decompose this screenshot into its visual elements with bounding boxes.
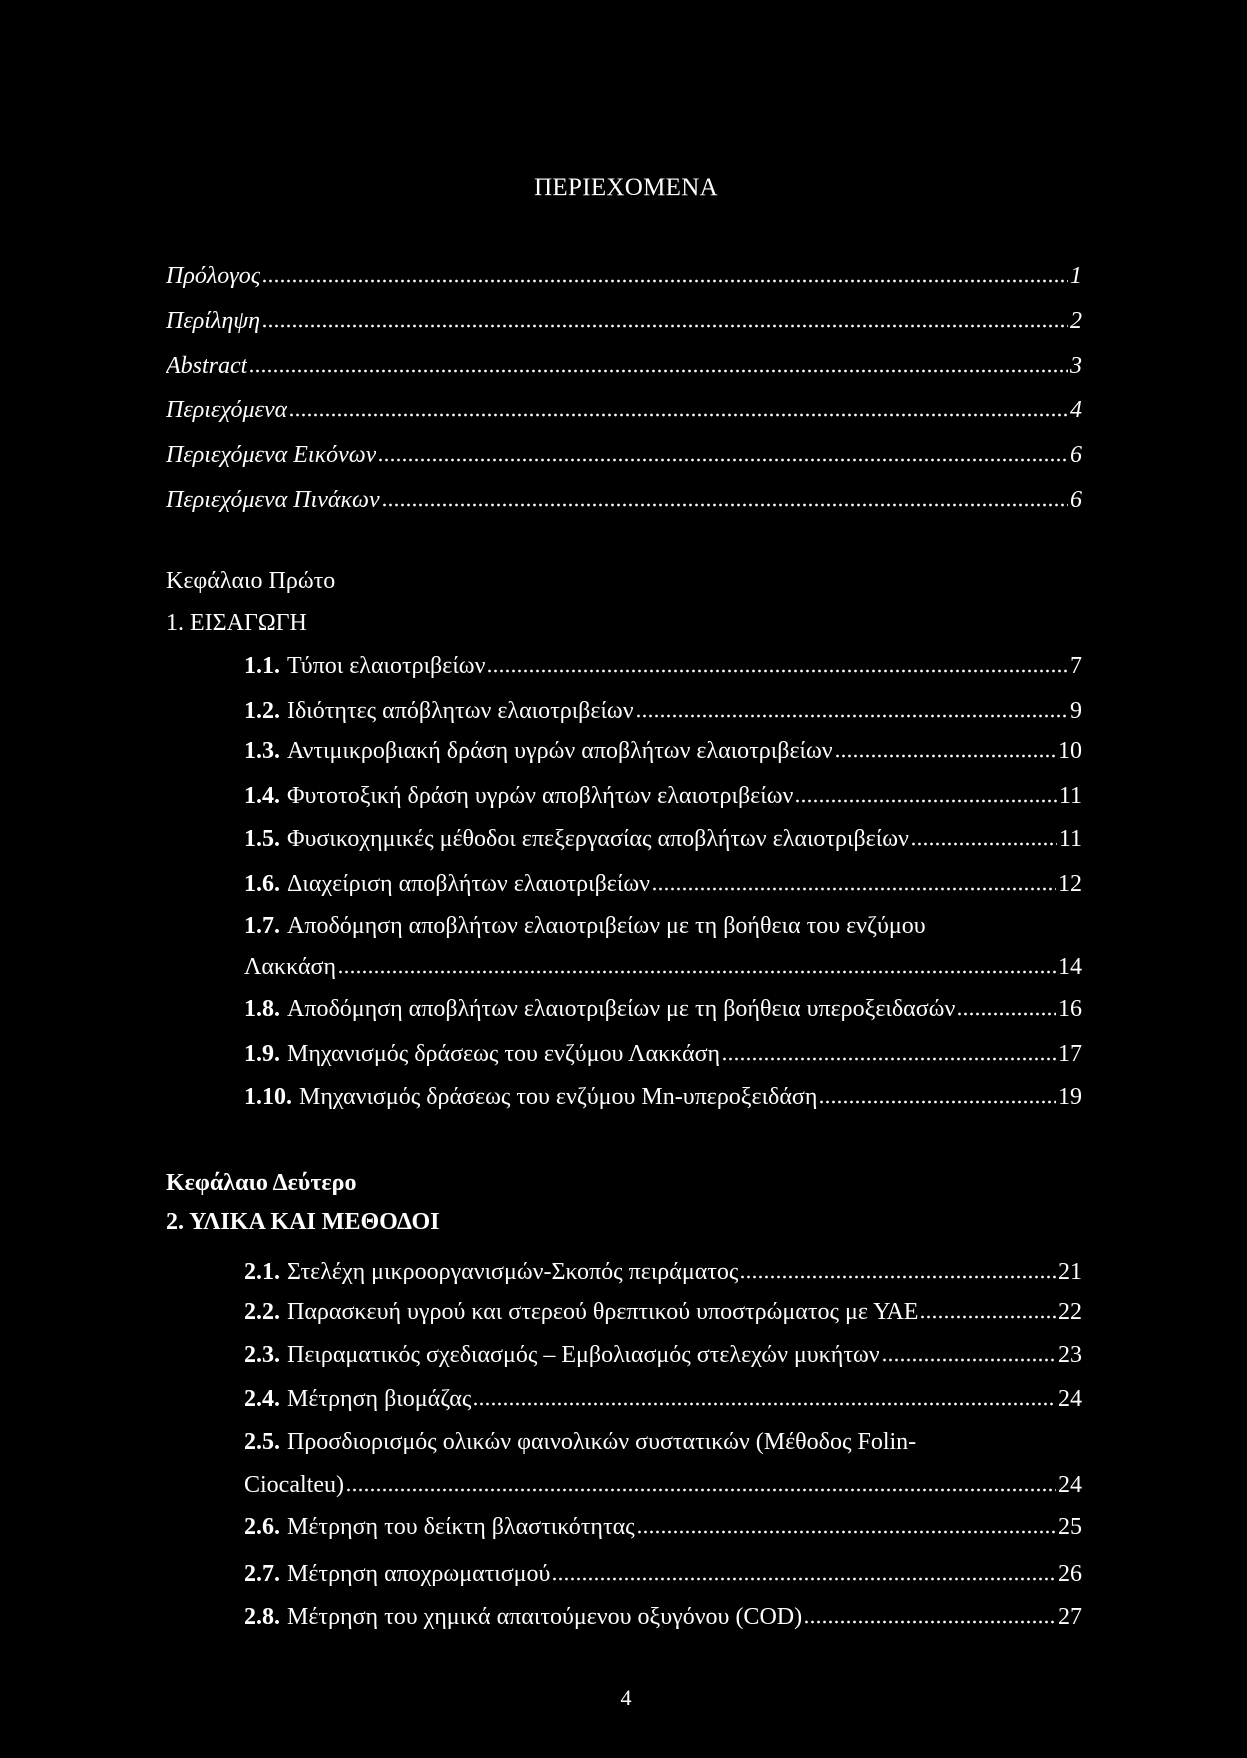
page-ref: 11 [1058, 826, 1082, 852]
dot-leader [638, 1530, 1056, 1534]
toc-entry [244, 1257, 1082, 1287]
dot-leader [723, 1057, 1056, 1061]
entry-label: Μέτρηση του χημικά απαιτούμενου οξυγόνου (COD) [287, 1604, 803, 1630]
dot-leader [805, 1620, 1056, 1624]
toc-entry [244, 651, 1082, 681]
page-number: 4 [620, 1685, 632, 1710]
toc-entry [244, 824, 1082, 854]
dot-leader [653, 887, 1056, 891]
entry-label: Διαχείριση αποβλήτων ελαιοτριβείων [287, 871, 650, 897]
page-ref: 6 [1070, 487, 1082, 513]
toc-entry [244, 1427, 1082, 1457]
entry-label: Φυσικοχημικές μέθοδοι επεξεργασίας αποβλήτων ελαιοτριβείων [287, 826, 909, 852]
dot-leader [553, 1577, 1056, 1581]
dot-leader [883, 1358, 1056, 1362]
entry-label: Μέτρηση αποχρωματισμού [287, 1561, 551, 1587]
entry-label: Φυτοτοξική δράση υγρών αποβλήτων ελαιοτριβείων [287, 783, 794, 809]
entry-label: Περιεχόμενα Εικόνων [166, 442, 377, 468]
entry-number: 1.7. [244, 913, 280, 939]
entry-number: 2.3. [244, 1342, 280, 1368]
toc-entry-continuation [244, 952, 1082, 982]
entry-label: Πειραματικός σχεδιασμός – Εμβολιασμός στελεχών μυκήτων [287, 1342, 880, 1368]
entry-label-continuation: Ciocalteu) [244, 1472, 344, 1498]
toc-entry [244, 1559, 1082, 1589]
entry-number: 2.6. [244, 1514, 280, 1540]
dot-leader [290, 413, 1068, 417]
toc-entry [244, 736, 1082, 766]
toc-entry [244, 1602, 1082, 1632]
toc-entry [244, 781, 1082, 811]
chapter-heading: Κεφάλαιο Δεύτερο [166, 1170, 357, 1196]
entry-number: 2.2. [244, 1299, 280, 1325]
dot-leader [263, 324, 1068, 328]
dot-leader [263, 279, 1068, 283]
entry-number: 1.1. [244, 653, 280, 679]
page-ref: 17 [1058, 1041, 1082, 1067]
dot-leader [820, 1100, 1056, 1104]
page-ref: 2 [1070, 308, 1082, 334]
dot-leader [958, 1012, 1056, 1016]
page-ref: 24 [1058, 1472, 1082, 1498]
page-ref: 4 [1070, 397, 1082, 423]
page-ref: 11 [1058, 783, 1082, 809]
entry-label: Περίληψη [166, 308, 261, 334]
entry-number: 1.2. [244, 698, 280, 724]
toc-entry [166, 351, 1082, 381]
page-ref: 26 [1058, 1561, 1082, 1587]
toc-entry [166, 485, 1082, 515]
dot-leader [250, 369, 1068, 373]
dot-leader [921, 1315, 1056, 1319]
entry-number: 1.5. [244, 826, 280, 852]
page-ref: 19 [1058, 1084, 1082, 1110]
entry-label: Τύποι ελαιοτριβείων [287, 653, 486, 679]
dot-leader [383, 503, 1068, 507]
chapter-heading: Κεφάλαιο Πρώτο [166, 568, 336, 594]
entry-label: Ιδιότητες απόβλητων ελαιοτριβείων [287, 698, 634, 724]
toc-entry [244, 1384, 1082, 1414]
dot-leader [379, 458, 1068, 462]
toc-entry [244, 994, 1082, 1024]
entry-number: 2.8. [244, 1604, 280, 1630]
entry-label: Αποδόμηση αποβλήτων ελαιοτριβείων με τη βοήθεια υπεροξειδασών [287, 996, 956, 1022]
toc-entry [166, 306, 1082, 336]
dot-leader [347, 1488, 1056, 1492]
dot-leader [912, 842, 1057, 846]
entry-number: 1.3. [244, 738, 280, 764]
dot-leader [741, 1275, 1056, 1279]
entry-number: 2.7. [244, 1561, 280, 1587]
page-ref: 24 [1058, 1386, 1082, 1412]
toc-entry [244, 869, 1082, 899]
dot-leader [796, 799, 1057, 803]
entry-label: Μέτρηση του δείκτη βλαστικότητας [287, 1514, 635, 1540]
entry-number: 1.9. [244, 1041, 280, 1067]
page-ref: 21 [1058, 1259, 1082, 1285]
dot-leader [836, 754, 1056, 758]
entry-label: Περιεχόμενα Πινάκων [166, 487, 380, 513]
page-ref: 6 [1070, 442, 1082, 468]
entry-label: Abstract [166, 353, 248, 379]
entry-number: 1.8. [244, 996, 280, 1022]
toc-entry [166, 261, 1082, 291]
entry-label: Στελέχη μικροοργανισμών-Σκοπός πειράματος [287, 1259, 739, 1285]
page-ref: 25 [1058, 1514, 1082, 1540]
entry-number: 1.10. [244, 1084, 292, 1110]
dot-leader [637, 714, 1068, 718]
dot-leader [339, 970, 1056, 974]
toc-entry [244, 911, 1082, 941]
dot-leader [488, 669, 1068, 673]
entry-label: Περιεχόμενα [166, 397, 288, 423]
entry-label: Παρασκευή υγρού και στερεού θρεπτικού υποστρώματος με ΥΑΕ [287, 1299, 919, 1325]
entry-number: 1.4. [244, 783, 280, 809]
toc-entry [244, 1340, 1082, 1370]
page-ref: 12 [1058, 871, 1082, 897]
toc-entry [166, 440, 1082, 470]
entry-label: Αποδόμηση αποβλήτων ελαιοτριβείων με τη βοήθεια του ενζύμου [287, 913, 926, 939]
page-ref: 10 [1058, 738, 1082, 764]
entry-label: Πρόλογος [166, 263, 261, 289]
toc-entry [244, 1512, 1082, 1542]
document-title: ΠΕΡΙΕΧΟΜΕΝΑ [534, 174, 718, 201]
entry-label: Μηχανισμός δράσεως του ενζύμου Mn-υπεροξειδάση [299, 1084, 818, 1110]
page-ref: 7 [1070, 653, 1082, 679]
toc-entry [244, 1082, 1082, 1112]
page-ref: 14 [1058, 954, 1082, 980]
entry-number: 2.4. [244, 1386, 280, 1412]
entry-label: Αντιμικροβιακή δράση υγρών αποβλήτων ελαιοτριβείων [287, 738, 833, 764]
toc-entry [244, 696, 1082, 726]
page-ref: 23 [1058, 1342, 1082, 1368]
page-ref: 3 [1070, 353, 1082, 379]
toc-entry [166, 395, 1082, 425]
page-ref: 9 [1070, 698, 1082, 724]
page-ref: 16 [1058, 996, 1082, 1022]
toc-entry [244, 1297, 1082, 1327]
chapter-title: 2. ΥΛΙΚΑ ΚΑΙ ΜΕΘΟΔΟΙ [166, 1209, 440, 1235]
page-ref: 22 [1058, 1299, 1082, 1325]
entry-label-continuation: Λακκάση [244, 954, 337, 980]
entry-label: Μέτρηση βιομάζας [287, 1386, 472, 1412]
dot-leader [474, 1402, 1056, 1406]
entry-number: 2.5. [244, 1429, 280, 1455]
entry-label: Προσδιορισμός ολικών φαινολικών συστατικών (Μέθοδος Folin- [287, 1429, 917, 1455]
toc-entry [244, 1039, 1082, 1069]
toc-entry-continuation [244, 1470, 1082, 1500]
chapter-title: 1. ΕΙΣΑΓΩΓΗ [166, 610, 307, 636]
entry-label: Μηχανισμός δράσεως του ενζύμου Λακκάση [287, 1041, 721, 1067]
page-ref: 1 [1070, 263, 1082, 289]
page-ref: 27 [1058, 1604, 1082, 1630]
entry-number: 2.1. [244, 1259, 280, 1285]
entry-number: 1.6. [244, 871, 280, 897]
